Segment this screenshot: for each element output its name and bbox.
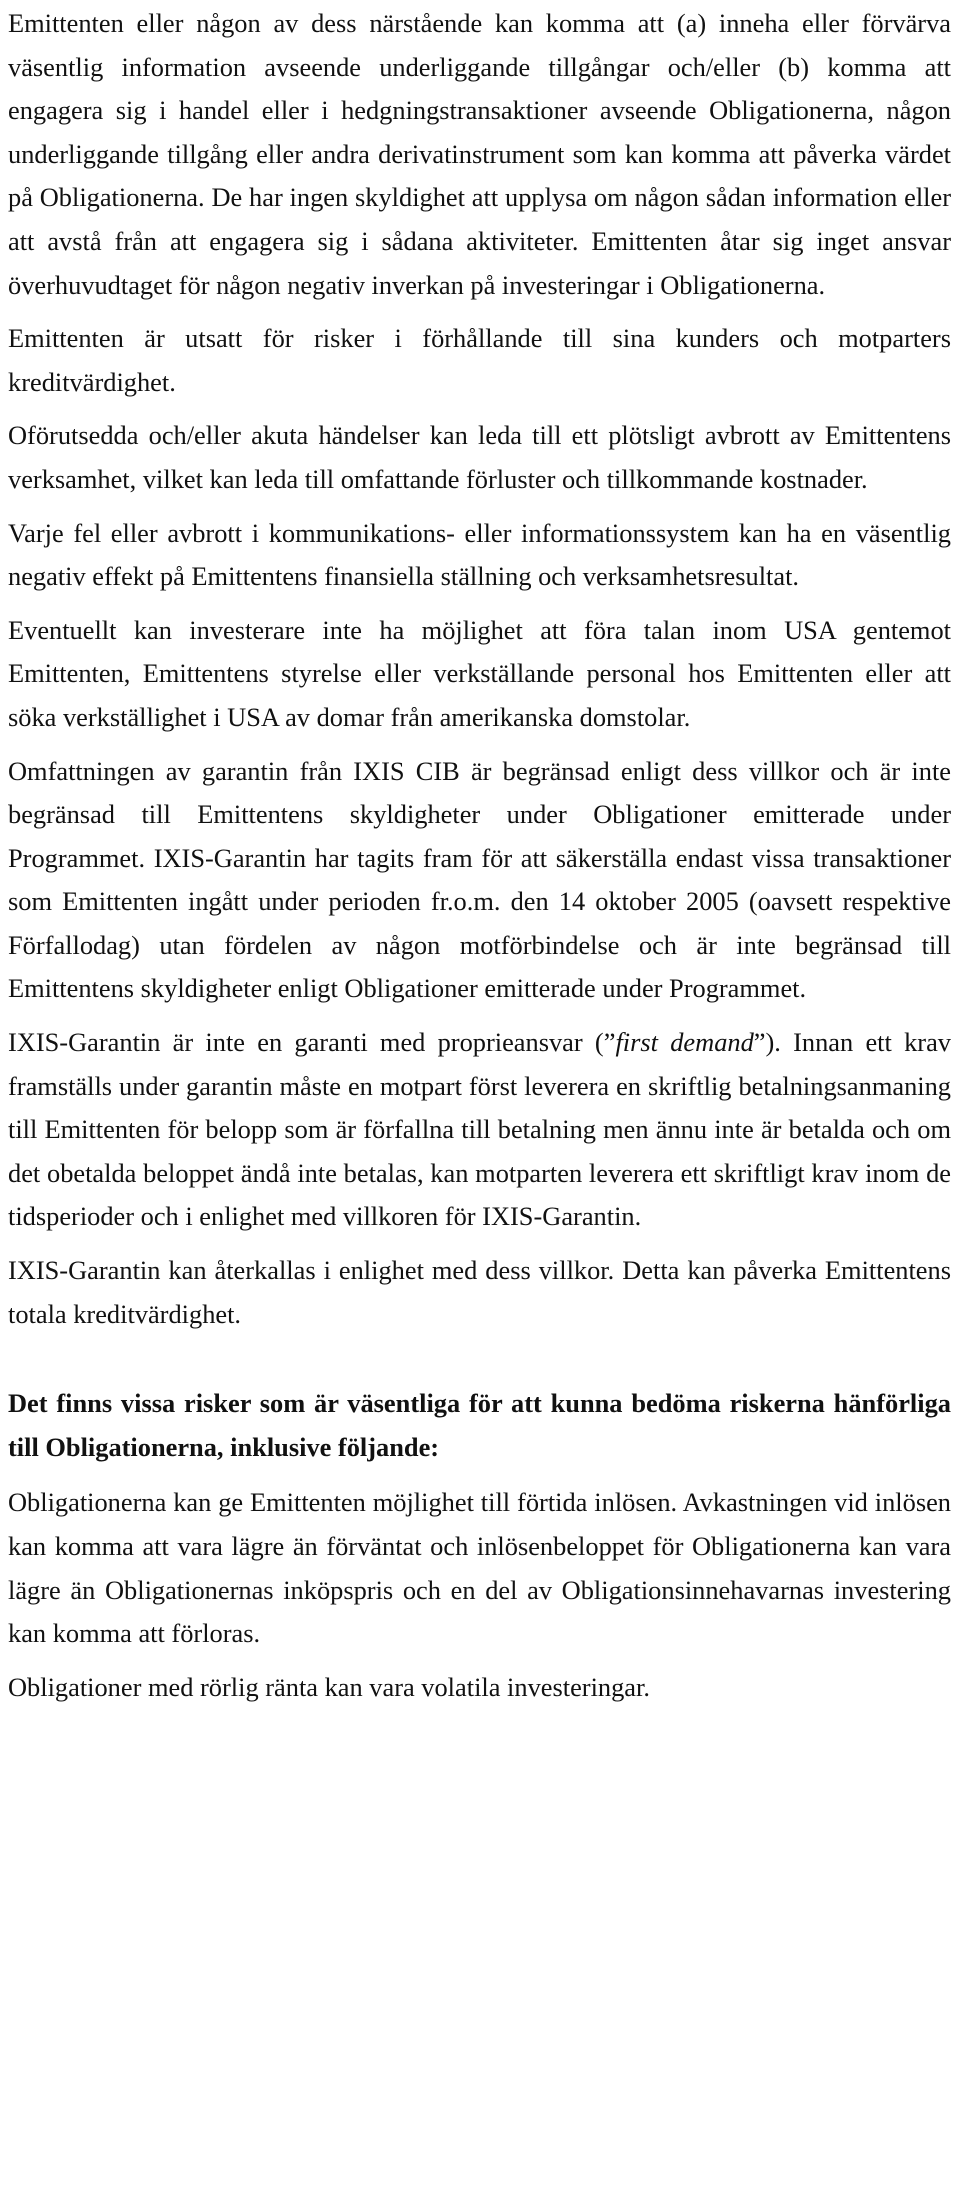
first-demand-text-after: ”). Innan ett krav framställs under garantin måste en motpart först leverera en skriftlig betalningsanmaning till Emittenten för belopp som är förfallna till betalning men ännu inte är betalda och om det obetalda beloppet ändå inte betalas, kan motparten leverera ett skriftligt krav inom de tidsperioder och i enlighet med villkoren för IXIS-Garantin.: [8, 1027, 951, 1232]
paragraph-issuer-information: Emittenten eller någon av dess närstående kan komma att (a) inneha eller förvärva väsentlig information avseende underliggande tillgångar och/eller (b) komma att engagera sig i handel eller i hedgningstransaktioner avseende Obligationerna, någon underliggande tillgång eller andra derivatinstrument som kan komma att påverka värdet på Obligationerna. De har ingen skyldighet att upplysa om någon sådan information eller att avstå från att engagera sig i sådana aktiviteter. Emittenten åtar sig inget ansvar överhuvudtaget för någon negativ inverkan på investeringar i Obligationerna.: [8, 8, 951, 300]
paragraph-guarantee-revocation: IXIS-Garantin kan återkallas i enlighet med dess villkor. Detta kan påverka Emittentens totala kreditvärdighet.: [8, 1255, 951, 1329]
paragraph-us-enforcement: Eventuellt kan investerare inte ha möjlighet att föra talan inom USA gentemot Emittenten, Emittentens styrelse eller verkställande personal hos Emittenten eller att söka verkställighet i USA av domar från amerikanska domstolar.: [8, 614, 951, 732]
first-demand-text-before: IXIS-Garantin är inte en garanti med proprieansvar (”: [8, 1027, 616, 1058]
paragraph-first-demand: [8, 1021, 951, 1239]
paragraph-guarantee-scope: Omfattningen av garantin från IXIS CIB är begränsad enligt dess villkor och är inte begränsad till Emittentens skyldigheter under Obligationer emitterade under Programmet. IXIS-Garantin har tagits fram för att säkerställa endast vissa transaktioner som Emittenten ingått under perioden fr.o.m. den 14 oktober 2005 (oavsett respektive Förfallodag) utan fördelen av någon motförbindelse och är inte begränsad till Emittentens skyldigheter enligt Obligationer emitterade under Programmet.: [8, 755, 951, 1004]
paragraph-system-failure: Varje fel eller avbrott i kommunikations- eller informationssystem kan ha en väsentlig negativ effekt på Emittentens finansiella ställning och verksamhetsresultat.: [8, 517, 951, 592]
section-heading: Det finns vissa risker som är väsentliga för att kunna bedöma riskerna hänförliga till Obligationerna, inklusive följande:: [8, 1388, 951, 1462]
paragraph-unforeseen-events: Oförutsedda och/eller akuta händelser kan leda till ett plötsligt avbrott av Emittentens verksamhet, vilket kan leda till omfattande förluster och tillkommande kostnader.: [8, 420, 951, 494]
paragraph-credit-risk: Emittenten är utsatt för risker i förhållande till sina kunders och motparters kreditvärdighet.: [8, 323, 951, 397]
first-demand-emphasis: first demand: [615, 1027, 754, 1058]
paragraph-early-redemption: Obligationerna kan ge Emittenten möjlighet till förtida inlösen. Avkastningen vid inlösen kan komma att vara lägre än förväntat och inlösenbeloppet för Obligationerna kan vara lägre än Obligationernas inköpspris och en del av Obligationsinnehavarnas investering kan komma att förloras.: [8, 1487, 951, 1649]
paragraph-floating-rate: Obligationer med rörlig ränta kan vara volatila investeringar.: [8, 1671, 650, 1702]
